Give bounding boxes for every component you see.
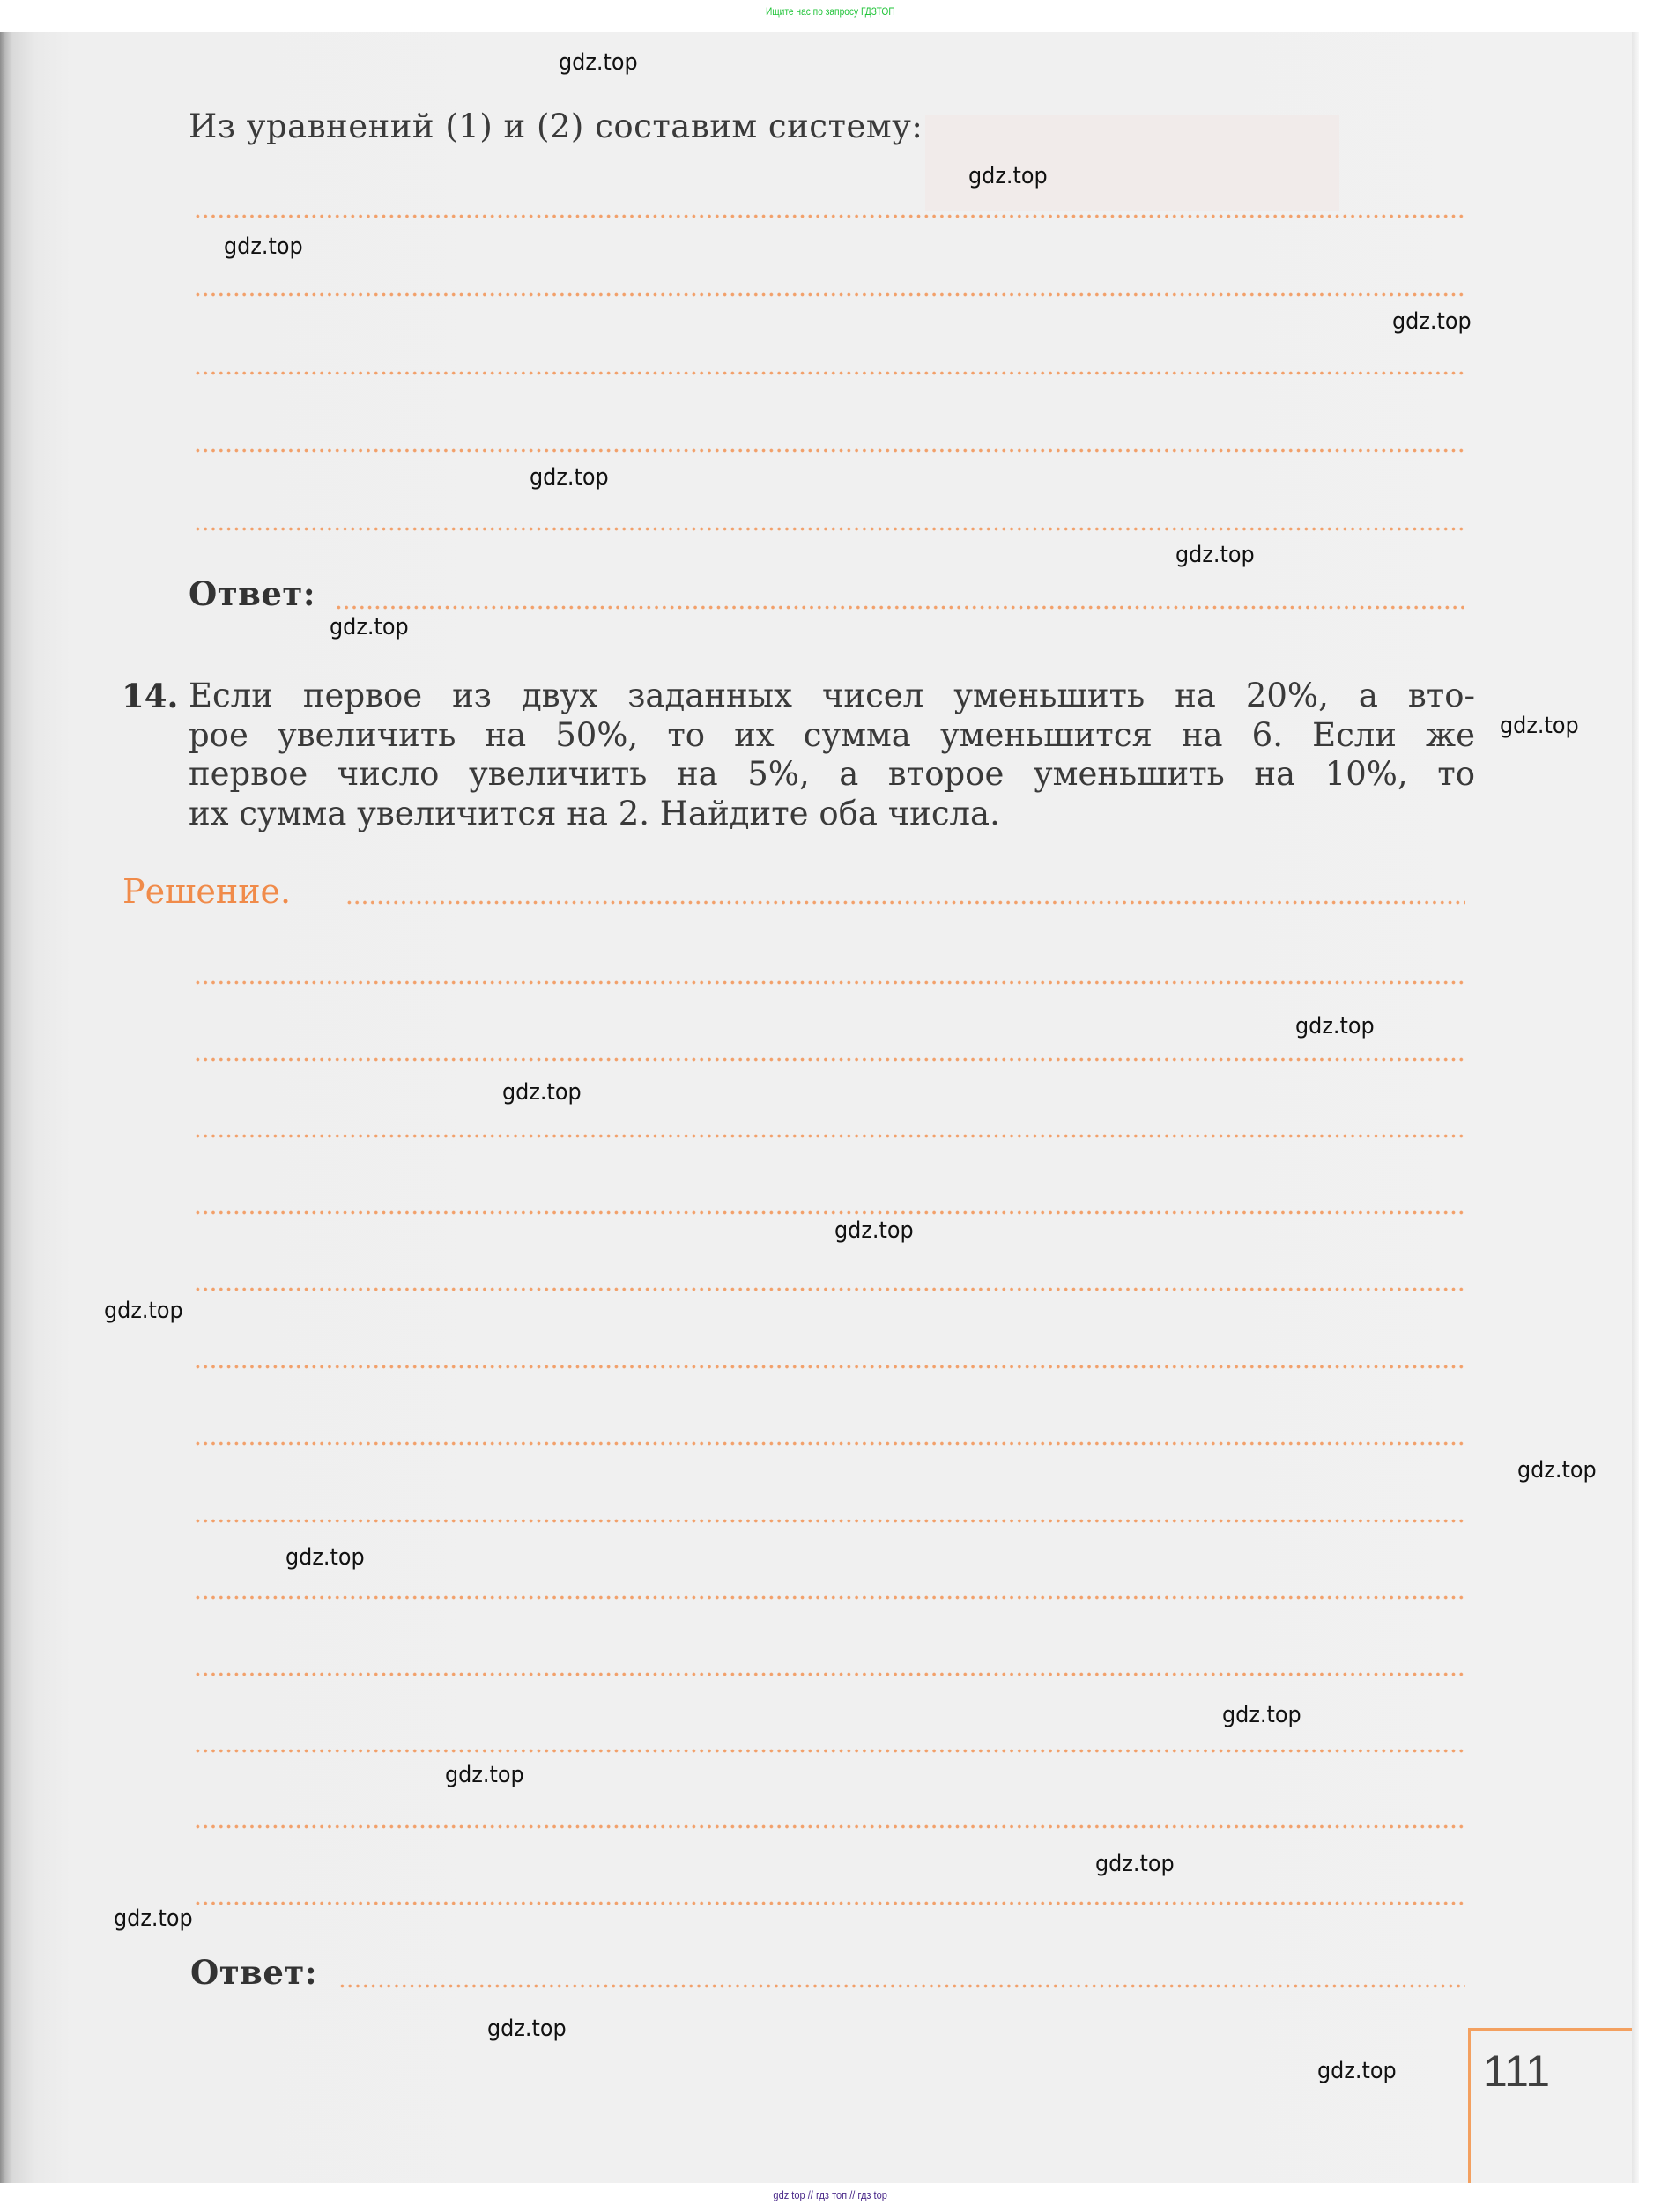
answer-line[interactable] bbox=[194, 448, 1465, 453]
watermark: gdz.top bbox=[1222, 1702, 1301, 1728]
answer-input-line[interactable] bbox=[335, 605, 1465, 610]
answer-line[interactable] bbox=[194, 527, 1465, 531]
watermark: gdz.top bbox=[1500, 713, 1579, 739]
solution-line[interactable] bbox=[345, 900, 1465, 905]
watermark: gdz.top bbox=[834, 1217, 914, 1244]
problem-line: рое увеличить на 50%, то их сумма уменьшится на 6. Если же bbox=[189, 715, 1475, 754]
watermark: gdz.top bbox=[114, 1905, 193, 1932]
solution-label: Решение. bbox=[122, 872, 292, 911]
problem-statement bbox=[189, 677, 1475, 833]
watermark: gdz.top bbox=[1095, 1851, 1175, 1877]
solution-line[interactable] bbox=[194, 1441, 1465, 1446]
solution-line[interactable] bbox=[194, 1519, 1465, 1523]
watermark: gdz.top bbox=[104, 1298, 183, 1324]
banner-text: Ищите нас по запросу ГДЗТОП bbox=[766, 5, 895, 18]
solution-line[interactable] bbox=[194, 1057, 1465, 1062]
problem-number: 14. bbox=[122, 677, 179, 715]
footer-bar bbox=[0, 2183, 1661, 2212]
watermark: gdz.top bbox=[487, 2016, 567, 2042]
solution-line[interactable] bbox=[194, 1901, 1465, 1905]
system-intro-text: Из уравнений (1) и (2) составим систему: bbox=[189, 107, 923, 145]
watermark: gdz.top bbox=[285, 1544, 365, 1571]
solution-line[interactable] bbox=[194, 1134, 1465, 1138]
answer-line[interactable] bbox=[194, 371, 1465, 375]
watermark: gdz.top bbox=[559, 49, 638, 76]
watermark: gdz.top bbox=[530, 464, 609, 491]
solution-line[interactable] bbox=[194, 1287, 1465, 1291]
watermark: gdz.top bbox=[1392, 308, 1472, 335]
solution-line[interactable] bbox=[194, 980, 1465, 985]
watermark: gdz.top bbox=[502, 1079, 582, 1106]
answer-line[interactable] bbox=[194, 214, 1465, 218]
answer-label: Ответ: bbox=[190, 1953, 317, 1992]
watermark: gdz.top bbox=[330, 614, 409, 640]
watermark: gdz.top bbox=[1295, 1013, 1375, 1039]
solution-line[interactable] bbox=[194, 1749, 1465, 1753]
watermark: gdz.top bbox=[1517, 1457, 1597, 1483]
watermark: gdz.top bbox=[968, 163, 1048, 189]
problem-line: первое число увеличить на 5%, а второе уменьшить на 10%, то bbox=[189, 755, 1475, 793]
textbook-page bbox=[0, 32, 1639, 2183]
solution-line[interactable] bbox=[194, 1824, 1465, 1829]
top-banner bbox=[0, 0, 1661, 32]
page-number: 111 bbox=[1483, 2046, 1551, 2096]
problem-line: Если первое из двух заданных чисел уменьшить на 20%, а вто- bbox=[189, 677, 1475, 714]
footer-text: gdz top // гдз топ // гдз top bbox=[773, 2188, 888, 2201]
solution-line[interactable] bbox=[194, 1595, 1465, 1600]
problem-line: их сумма увеличится на 2. Найдите оба числа. bbox=[189, 794, 1000, 832]
answer-label: Ответ: bbox=[189, 574, 315, 613]
solution-line[interactable] bbox=[194, 1210, 1465, 1215]
page-edge bbox=[1632, 32, 1639, 2183]
watermark: gdz.top bbox=[224, 233, 303, 260]
watermark: gdz.top bbox=[1317, 2058, 1397, 2084]
solution-line[interactable] bbox=[194, 1365, 1465, 1369]
watermark: gdz.top bbox=[1175, 542, 1255, 568]
answer-line[interactable] bbox=[194, 292, 1465, 297]
watermark: gdz.top bbox=[445, 1762, 524, 1788]
solution-line[interactable] bbox=[194, 1672, 1465, 1676]
answer-input-line[interactable] bbox=[338, 1984, 1465, 1988]
